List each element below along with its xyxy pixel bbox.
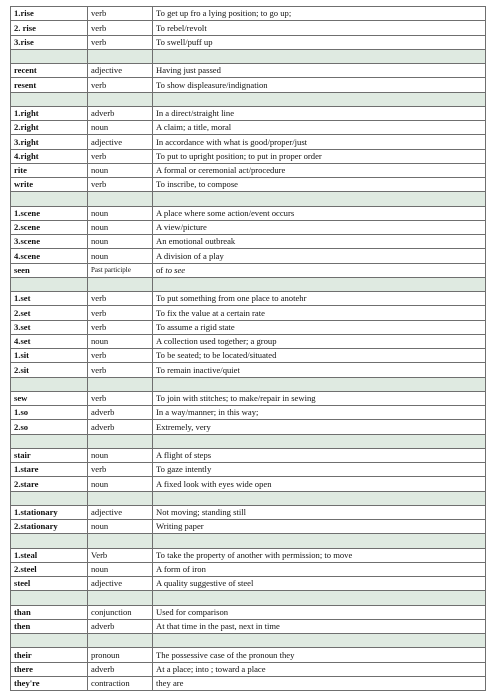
- definition-cell: A division of a play: [153, 249, 486, 263]
- word-cell: 1.set: [11, 292, 88, 306]
- definition-cell: To get up fro a lying position; to go up;: [153, 7, 486, 21]
- part-of-speech-cell: verb: [88, 306, 153, 320]
- table-row: [11, 391, 486, 405]
- part-of-speech-cell: adjective: [88, 577, 153, 591]
- separator-row: [11, 49, 486, 63]
- word-cell: resent: [11, 78, 88, 92]
- table-row: [11, 334, 486, 348]
- part-of-speech-cell: verb: [88, 78, 153, 92]
- separator-row: [11, 377, 486, 391]
- part-of-speech-cell: adverb: [88, 619, 153, 633]
- definition-cell: At that time in the past, next in time: [153, 619, 486, 633]
- definition-cell: A flight of steps: [153, 448, 486, 462]
- part-of-speech-cell: noun: [88, 249, 153, 263]
- part-of-speech-cell: verb: [88, 21, 153, 35]
- table-row: [11, 306, 486, 320]
- definition-cell: A collection used together; a group: [153, 334, 486, 348]
- separator-cell: [88, 49, 153, 63]
- separator-cell: [88, 434, 153, 448]
- table-row: [11, 349, 486, 363]
- table-row: [11, 35, 486, 49]
- part-of-speech-cell: adjective: [88, 135, 153, 149]
- definition-cell: A view/picture: [153, 220, 486, 234]
- separator-row: [11, 92, 486, 106]
- definition-cell: [153, 263, 486, 277]
- definition-cell: In a direct/straight line: [153, 106, 486, 120]
- separator-cell: [11, 434, 88, 448]
- part-of-speech-cell: noun: [88, 562, 153, 576]
- word-cell: sew: [11, 391, 88, 405]
- definition-cell: To assume a rigid state: [153, 320, 486, 334]
- definition-cell: To swell/puff up: [153, 35, 486, 49]
- separator-cell: [11, 491, 88, 505]
- separator-cell: [11, 92, 88, 106]
- definition-cell: To fix the value at a certain rate: [153, 306, 486, 320]
- part-of-speech-cell: noun: [88, 477, 153, 491]
- definition-emphasis: to see: [165, 264, 186, 275]
- table-row: [11, 505, 486, 519]
- separator-cell: [11, 534, 88, 548]
- separator-cell: [11, 634, 88, 648]
- definition-cell: An emotional outbreak: [153, 235, 486, 249]
- table-row: [11, 149, 486, 163]
- separator-cell: [88, 277, 153, 291]
- part-of-speech-cell: adverb: [88, 420, 153, 434]
- word-cell: then: [11, 619, 88, 633]
- table-row: [11, 106, 486, 120]
- part-of-speech-cell: contraction: [88, 676, 153, 690]
- word-cell: 2.scene: [11, 220, 88, 234]
- definition-cell: In accordance with what is good/proper/just: [153, 135, 486, 149]
- part-of-speech-cell: noun: [88, 520, 153, 534]
- definition-cell: To gaze intently: [153, 463, 486, 477]
- part-of-speech-cell: verb: [88, 7, 153, 21]
- part-of-speech-cell: verb: [88, 35, 153, 49]
- separator-cell: [153, 634, 486, 648]
- word-cell: 1.stationary: [11, 505, 88, 519]
- table-row: [11, 448, 486, 462]
- definition-cell: To remain inactive/quiet: [153, 363, 486, 377]
- definition-cell: A place where some action/event occurs: [153, 206, 486, 220]
- separator-row: [11, 534, 486, 548]
- word-cell: 2.set: [11, 306, 88, 320]
- word-cell: 1.rise: [11, 7, 88, 21]
- separator-cell: [88, 634, 153, 648]
- word-cell: steel: [11, 577, 88, 591]
- word-cell: there: [11, 662, 88, 676]
- separator-cell: [153, 491, 486, 505]
- part-of-speech-cell: verb: [88, 320, 153, 334]
- word-cell: seen: [11, 263, 88, 277]
- separator-row: [11, 491, 486, 505]
- definition-cell: To show displeasure/indignation: [153, 78, 486, 92]
- word-cell: stair: [11, 448, 88, 462]
- table-row: [11, 163, 486, 177]
- separator-cell: [153, 377, 486, 391]
- vocabulary-table-body: [11, 7, 486, 691]
- table-row: [11, 619, 486, 633]
- word-cell: recent: [11, 64, 88, 78]
- part-of-speech-cell: verb: [88, 178, 153, 192]
- definition-cell: The possessive case of the pronoun they: [153, 648, 486, 662]
- word-cell: 2. rise: [11, 21, 88, 35]
- word-cell: 1.right: [11, 106, 88, 120]
- table-row: [11, 263, 486, 277]
- separator-row: [11, 634, 486, 648]
- word-cell: 3.rise: [11, 35, 88, 49]
- word-cell: write: [11, 178, 88, 192]
- part-of-speech-cell: adjective: [88, 505, 153, 519]
- word-cell: 2.right: [11, 121, 88, 135]
- table-row: [11, 7, 486, 21]
- definition-cell: To put something from one place to anotehr: [153, 292, 486, 306]
- word-cell: 2.stare: [11, 477, 88, 491]
- table-row: [11, 548, 486, 562]
- separator-cell: [11, 192, 88, 206]
- part-of-speech-cell: verb: [88, 292, 153, 306]
- table-row: [11, 363, 486, 377]
- table-row: [11, 406, 486, 420]
- part-of-speech-cell: noun: [88, 206, 153, 220]
- definition-text: of: [156, 264, 166, 275]
- definition-cell: To inscribe, to compose: [153, 178, 486, 192]
- table-row: [11, 477, 486, 491]
- vocabulary-table: [10, 6, 486, 691]
- separator-row: [11, 591, 486, 605]
- definition-cell: To be seated; to be located/situated: [153, 349, 486, 363]
- definition-cell: A quality suggestive of steel: [153, 577, 486, 591]
- part-of-speech-cell: noun: [88, 163, 153, 177]
- definition-cell: In a way/manner; in this way;: [153, 406, 486, 420]
- separator-cell: [153, 434, 486, 448]
- table-row: [11, 64, 486, 78]
- separator-cell: [153, 277, 486, 291]
- word-cell: than: [11, 605, 88, 619]
- table-row: [11, 206, 486, 220]
- definition-cell: To rebel/revolt: [153, 21, 486, 35]
- word-cell: 4.set: [11, 334, 88, 348]
- part-of-speech-cell: noun: [88, 235, 153, 249]
- definition-cell: A form of iron: [153, 562, 486, 576]
- table-row: [11, 577, 486, 591]
- part-of-speech-cell: verb: [88, 363, 153, 377]
- separator-cell: [88, 534, 153, 548]
- part-of-speech-cell: Past participle: [88, 263, 153, 277]
- table-row: [11, 235, 486, 249]
- separator-cell: [11, 49, 88, 63]
- word-cell: 2.sit: [11, 363, 88, 377]
- separator-cell: [153, 49, 486, 63]
- word-cell: 2.steel: [11, 562, 88, 576]
- part-of-speech-cell: adverb: [88, 106, 153, 120]
- word-cell: 2.so: [11, 420, 88, 434]
- part-of-speech-cell: noun: [88, 334, 153, 348]
- separator-row: [11, 277, 486, 291]
- table-row: [11, 178, 486, 192]
- separator-cell: [153, 591, 486, 605]
- word-cell: their: [11, 648, 88, 662]
- separator-cell: [153, 192, 486, 206]
- word-cell: 1.steal: [11, 548, 88, 562]
- part-of-speech-cell: pronoun: [88, 648, 153, 662]
- part-of-speech-cell: verb: [88, 463, 153, 477]
- part-of-speech-cell: conjunction: [88, 605, 153, 619]
- word-cell: rite: [11, 163, 88, 177]
- definition-cell: Extremely, very: [153, 420, 486, 434]
- word-cell: 3.scene: [11, 235, 88, 249]
- word-cell: 1.scene: [11, 206, 88, 220]
- table-row: [11, 220, 486, 234]
- definition-cell: A claim; a title, moral: [153, 121, 486, 135]
- definition-cell: Used for comparison: [153, 605, 486, 619]
- table-row: [11, 648, 486, 662]
- separator-cell: [11, 377, 88, 391]
- separator-cell: [88, 192, 153, 206]
- definition-cell: Not moving; standing still: [153, 505, 486, 519]
- part-of-speech-cell: noun: [88, 448, 153, 462]
- separator-cell: [88, 92, 153, 106]
- definition-cell: To put to upright position; to put in proper order: [153, 149, 486, 163]
- word-cell: 4.scene: [11, 249, 88, 263]
- table-row: [11, 662, 486, 676]
- table-row: [11, 320, 486, 334]
- table-row: [11, 292, 486, 306]
- part-of-speech-cell: Verb: [88, 548, 153, 562]
- table-row: [11, 135, 486, 149]
- word-cell: 1.so: [11, 406, 88, 420]
- definition-cell: To join with stitches; to make/repair in sewing: [153, 391, 486, 405]
- separator-cell: [153, 92, 486, 106]
- part-of-speech-cell: noun: [88, 220, 153, 234]
- table-row: [11, 78, 486, 92]
- part-of-speech-cell: adverb: [88, 662, 153, 676]
- separator-cell: [11, 591, 88, 605]
- table-row: [11, 463, 486, 477]
- table-row: [11, 420, 486, 434]
- table-row: [11, 605, 486, 619]
- word-cell: 1.sit: [11, 349, 88, 363]
- word-cell: 3.right: [11, 135, 88, 149]
- table-row: [11, 520, 486, 534]
- definition-cell: A formal or ceremonial act/procedure: [153, 163, 486, 177]
- table-row: [11, 121, 486, 135]
- separator-cell: [88, 491, 153, 505]
- table-row: [11, 562, 486, 576]
- part-of-speech-cell: verb: [88, 149, 153, 163]
- table-row: [11, 21, 486, 35]
- separator-row: [11, 434, 486, 448]
- definition-cell: Writing paper: [153, 520, 486, 534]
- word-cell: 1.stare: [11, 463, 88, 477]
- part-of-speech-cell: adverb: [88, 406, 153, 420]
- word-cell: 4.right: [11, 149, 88, 163]
- definition-cell: Having just passed: [153, 64, 486, 78]
- word-cell: they're: [11, 676, 88, 690]
- part-of-speech-cell: adjective: [88, 64, 153, 78]
- separator-cell: [153, 534, 486, 548]
- separator-cell: [88, 377, 153, 391]
- definition-cell: At a place; into ; toward a place: [153, 662, 486, 676]
- part-of-speech-cell: verb: [88, 391, 153, 405]
- part-of-speech-cell: noun: [88, 121, 153, 135]
- table-row: [11, 676, 486, 690]
- separator-cell: [88, 591, 153, 605]
- word-cell: 3.set: [11, 320, 88, 334]
- separator-cell: [11, 277, 88, 291]
- word-cell: 2.stationary: [11, 520, 88, 534]
- definition-cell: they are: [153, 676, 486, 690]
- part-of-speech-cell: verb: [88, 349, 153, 363]
- definition-cell: To take the property of another with permission; to move: [153, 548, 486, 562]
- definition-cell: A fixed look with eyes wide open: [153, 477, 486, 491]
- separator-row: [11, 192, 486, 206]
- table-row: [11, 249, 486, 263]
